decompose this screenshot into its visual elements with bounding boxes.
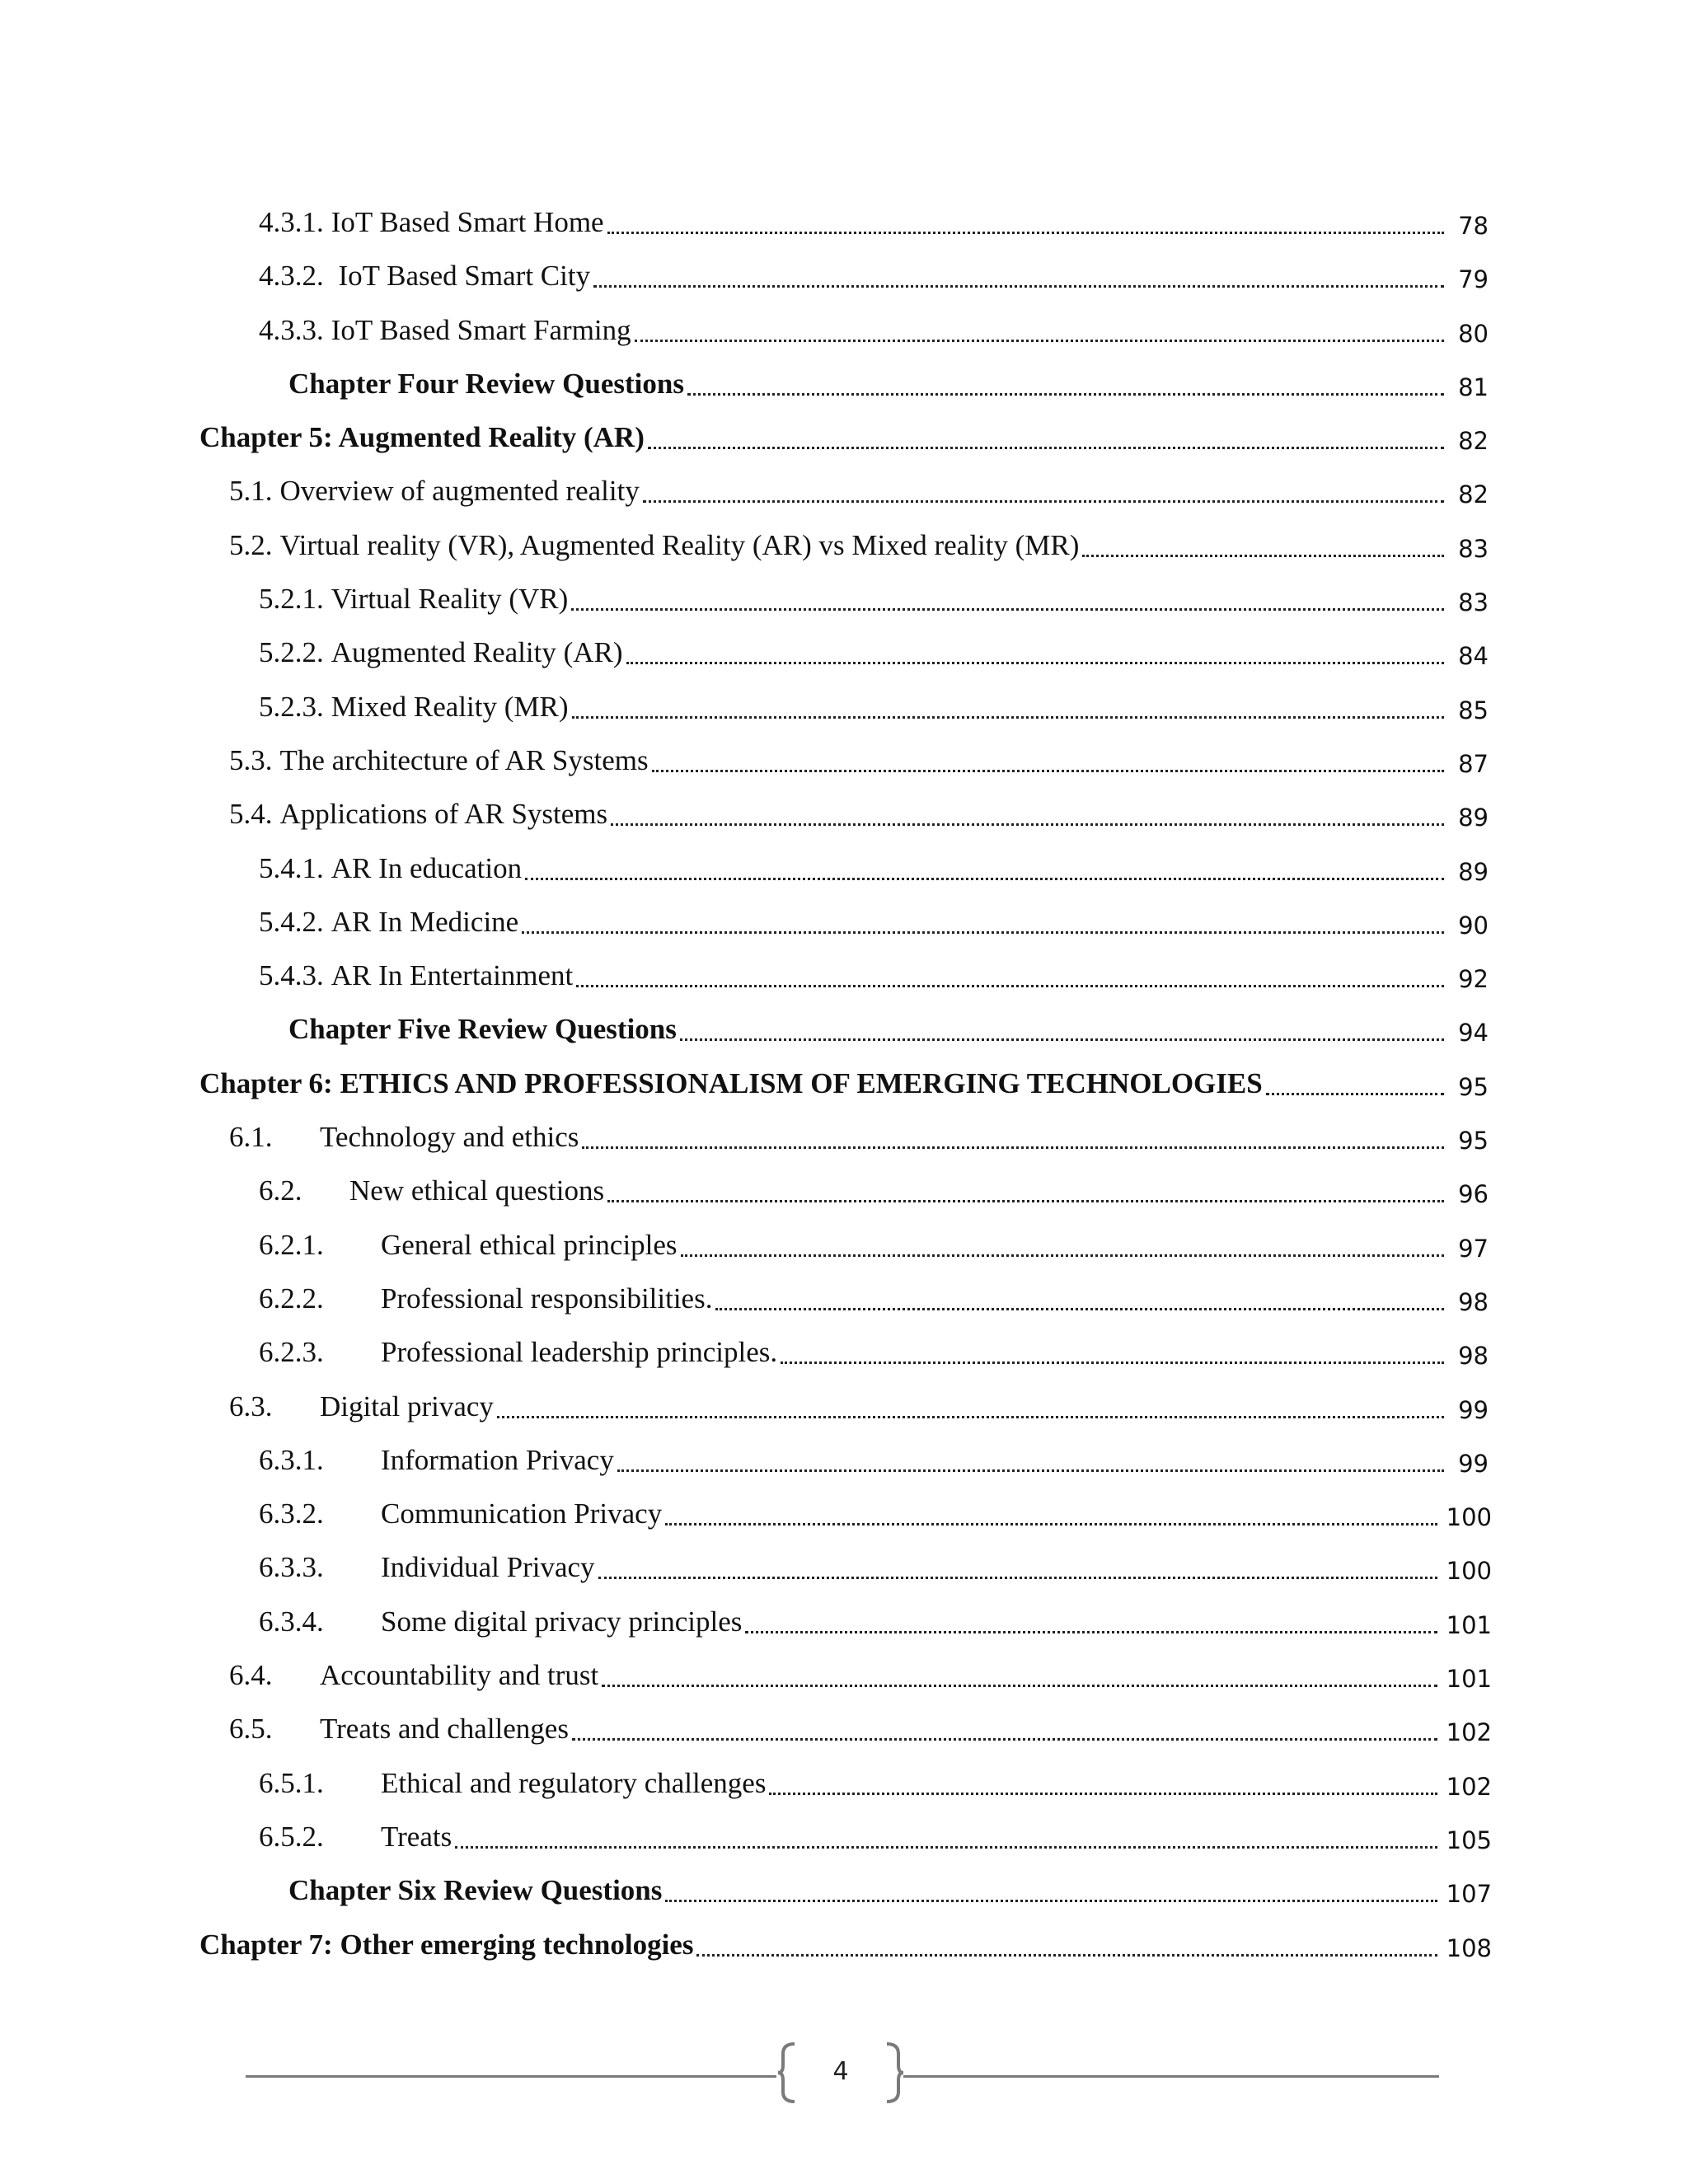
toc-page-number: 82 (1458, 427, 1489, 456)
toc-dot-leader (571, 608, 1444, 611)
toc-dot-leader (455, 1846, 1437, 1849)
toc-dot-leader (745, 1631, 1437, 1633)
toc-row[interactable] (0, 1109, 1688, 1163)
toc-page-number: 107 (1446, 1880, 1492, 1909)
toc-dot-leader (681, 1254, 1444, 1257)
toc-entry (259, 851, 523, 884)
toc-row[interactable] (0, 625, 1688, 678)
toc-dot-leader (643, 500, 1444, 503)
toc-entry (259, 1766, 767, 1799)
footer-rule-right (903, 2075, 1439, 2078)
toc-page-number: 89 (1458, 804, 1489, 832)
toc-entry-number: 6.2.1. (259, 1228, 324, 1261)
toc-dot-leader (522, 931, 1444, 934)
toc-entry-label: Chapter 5: Augmented Reality (AR) (199, 421, 645, 454)
toc-entry-number: 4.3.3. (259, 313, 324, 346)
toc-dot-leader (1082, 555, 1444, 557)
toc-entry (259, 1822, 452, 1851)
toc-page-number: 102 (1446, 1718, 1492, 1747)
toc-dot-leader (572, 1738, 1437, 1741)
toc-entry-number: 6.3. (229, 1390, 273, 1422)
toc-entry-label: Technology and ethics (320, 1121, 579, 1154)
toc-entry-label: Chapter 7: Other emerging technologies (199, 1928, 694, 1961)
toc-entry (259, 208, 604, 237)
toc-entry-label: Mixed Reality (MR) (331, 690, 569, 723)
toc-dot-leader (607, 232, 1444, 234)
toc-entry (259, 961, 573, 990)
toc-entry-number: 5.2.2. (259, 636, 324, 669)
toc-row[interactable] (0, 194, 1688, 248)
toc-dot-leader (582, 1146, 1444, 1149)
toc-page-number: 98 (1458, 1287, 1489, 1316)
toc-entry-number: 5.2.1. (259, 583, 324, 616)
toc-entry (259, 1176, 604, 1205)
toc-row[interactable] (0, 1917, 1688, 1971)
toc-dot-leader (1266, 1093, 1444, 1095)
toc-row[interactable] (0, 1647, 1688, 1701)
toc-entry-label: Treats and challenges (320, 1713, 569, 1746)
right-brace-icon (884, 2042, 905, 2103)
toc-entry-label: Digital privacy (320, 1390, 494, 1422)
toc-entry (288, 1876, 662, 1905)
toc-dot-leader (781, 1361, 1444, 1364)
toc-entry (259, 638, 623, 667)
toc-page-number: 97 (1458, 1234, 1489, 1263)
toc-row[interactable] (0, 1163, 1688, 1216)
toc-row[interactable] (0, 733, 1688, 786)
toc-dot-leader (665, 1523, 1437, 1526)
toc-entry-label: Overview of augmented reality (279, 475, 640, 508)
toc-row[interactable] (0, 894, 1688, 948)
toc-dot-leader (665, 1900, 1437, 1902)
toc-page-number: 87 (1458, 749, 1489, 778)
toc-entry-label: AR In Medicine (331, 905, 519, 938)
toc-dot-leader (680, 1038, 1444, 1041)
toc-entry-number: 6.1. (229, 1121, 273, 1154)
toc-entry (259, 1284, 712, 1313)
toc-entry (199, 1066, 1263, 1099)
toc-entry (259, 1336, 778, 1369)
toc-entry-number: 5.2. (229, 528, 273, 561)
toc-dot-leader (648, 447, 1444, 449)
toc-entry (259, 1230, 678, 1259)
toc-entry-label: Professional responsibilities. (381, 1282, 713, 1315)
toc-page-number: 102 (1446, 1772, 1492, 1801)
toc-page-number: 101 (1446, 1610, 1492, 1639)
toc-page-number: 90 (1458, 911, 1489, 940)
toc-page-number: 94 (1458, 1019, 1489, 1047)
toc-entry-number: 6.3.3. (259, 1551, 324, 1584)
toc-row[interactable] (0, 1056, 1688, 1109)
toc-entry-label: Accountability and trust (320, 1659, 599, 1692)
toc-entry-number: 5.1. (229, 475, 273, 508)
toc-row[interactable] (0, 1540, 1688, 1593)
toc-entry (229, 743, 649, 776)
toc-entry-number: 5.2.3. (259, 690, 324, 723)
toc-page-number: 100 (1446, 1503, 1492, 1532)
toc-page-number: 96 (1458, 1180, 1489, 1209)
toc-row[interactable] (0, 1379, 1688, 1432)
toc-entry (259, 1443, 614, 1476)
toc-entry (259, 260, 591, 293)
toc-row[interactable] (0, 463, 1688, 517)
table-of-contents (0, 194, 1688, 1971)
toc-entry-label: Augmented Reality (AR) (331, 636, 623, 669)
toc-page-number: 78 (1458, 212, 1489, 240)
toc-page-number: 92 (1458, 965, 1489, 994)
toc-entry (259, 907, 518, 936)
toc-entry-label: Chapter 6: ETHICS AND PROFESSIONALISM OF EMERGING TECHNOLOGIES (199, 1066, 1263, 1099)
toc-entry-number: 6.5. (229, 1713, 273, 1746)
toc-dot-leader (611, 823, 1444, 826)
footer-rule-left (246, 2075, 776, 2078)
toc-entry-label: Ethical and regulatory challenges (381, 1766, 767, 1799)
toc-entry-label: Virtual reality (VR), Augmented Reality (AR) vs Mixed reality (MR) (279, 528, 1080, 561)
toc-entry (259, 692, 569, 721)
toc-entry-number: 6.3.4. (259, 1605, 324, 1638)
toc-entry (259, 313, 631, 346)
toc-entry-number: 4.3.2. (259, 260, 324, 293)
toc-entry-label: Applications of AR Systems (279, 798, 608, 831)
toc-dot-leader (593, 285, 1444, 288)
toc-entry (229, 798, 608, 831)
toc-entry (199, 1930, 693, 1959)
toc-entry-label: The architecture of AR Systems (279, 743, 649, 776)
toc-page-number: 80 (1458, 319, 1489, 348)
toc-page-number: 98 (1458, 1342, 1489, 1371)
toc-dot-leader (687, 393, 1444, 396)
toc-entry-number: 6.2.3. (259, 1336, 324, 1369)
toc-page-number: 95 (1458, 1072, 1489, 1101)
toc-row[interactable] (0, 1594, 1688, 1647)
page-footer (0, 2042, 1688, 2108)
toc-row[interactable] (0, 1863, 1688, 1916)
toc-entry-label: IoT Based Smart Home (331, 206, 604, 238)
toc-dot-leader (715, 1308, 1444, 1310)
toc-dot-leader (525, 878, 1444, 880)
toc-page-number: 84 (1458, 642, 1489, 671)
toc-dot-leader (576, 985, 1444, 987)
toc-page-number: 99 (1458, 1449, 1489, 1478)
toc-entry (229, 1392, 494, 1421)
toc-entry-number: 5.3. (229, 743, 273, 776)
toc-entry-number: 6.3.1. (259, 1443, 324, 1476)
toc-row[interactable] (0, 518, 1688, 571)
toc-entry (259, 1607, 742, 1636)
toc-row[interactable] (0, 1755, 1688, 1809)
toc-dot-leader (598, 1577, 1437, 1579)
toc-entry-number: 6.5.1. (259, 1766, 324, 1799)
toc-entry (229, 528, 1080, 561)
toc-entry-number: 5.4.1. (259, 851, 324, 884)
toc-row[interactable] (0, 248, 1688, 302)
toc-entry-number: 5.4.3. (259, 959, 324, 992)
toc-row[interactable] (0, 841, 1688, 894)
toc-entry-number: 6.2.2. (259, 1282, 324, 1315)
toc-row[interactable] (0, 1486, 1688, 1540)
toc-entry-label: Chapter Five Review Questions (288, 1013, 677, 1046)
toc-entry (259, 583, 569, 616)
toc-page-number: 101 (1446, 1665, 1492, 1694)
toc-page-number: 108 (1446, 1933, 1492, 1962)
toc-entry-label: Communication Privacy (381, 1497, 663, 1530)
toc-entry (259, 1553, 595, 1582)
toc-row[interactable] (0, 1432, 1688, 1486)
toc-entry-number: 6.4. (229, 1659, 273, 1692)
toc-entry-label: New ethical questions (349, 1174, 605, 1207)
toc-dot-leader (769, 1793, 1437, 1795)
toc-entry-label: Chapter Four Review Questions (288, 367, 684, 400)
toc-entry (229, 1713, 569, 1746)
toc-entry-label: Information Privacy (381, 1443, 614, 1476)
toc-page-number: 83 (1458, 588, 1489, 617)
toc-row[interactable] (0, 1809, 1688, 1863)
toc-row[interactable] (0, 410, 1688, 463)
toc-row[interactable] (0, 356, 1688, 410)
toc-entry-label: Some digital privacy principles (381, 1605, 743, 1638)
toc-dot-leader (635, 340, 1444, 342)
left-brace-icon (776, 2042, 798, 2103)
toc-row[interactable] (0, 1217, 1688, 1271)
toc-dot-leader (602, 1685, 1437, 1687)
toc-page-number: 82 (1458, 480, 1489, 509)
toc-entry-number: 4.3.1. (259, 206, 324, 238)
toc-page-number: 85 (1458, 696, 1489, 724)
toc-dot-leader (696, 1954, 1437, 1957)
toc-entry-number: 6.5.2. (259, 1820, 324, 1853)
toc-dot-leader (607, 1200, 1444, 1202)
toc-entry (229, 1661, 598, 1690)
toc-entry-label: Virtual Reality (VR) (331, 583, 569, 616)
toc-page-number: 99 (1458, 1395, 1489, 1424)
toc-dot-leader (572, 716, 1445, 719)
toc-entry-label: IoT Based Smart City (331, 260, 591, 293)
toc-dot-leader (626, 662, 1444, 664)
toc-page-number: 79 (1458, 265, 1489, 294)
toc-entry-label: Individual Privacy (381, 1551, 595, 1584)
toc-entry-label: Chapter Six Review Questions (288, 1874, 663, 1907)
toc-entry (259, 1499, 662, 1528)
toc-entry (229, 1121, 579, 1154)
toc-row[interactable] (0, 1271, 1688, 1324)
toc-row[interactable] (0, 1324, 1688, 1378)
toc-entry-label: General ethical principles (381, 1228, 678, 1261)
toc-row[interactable] (0, 1001, 1688, 1055)
toc-dot-leader (617, 1469, 1444, 1472)
toc-row[interactable] (0, 1701, 1688, 1755)
toc-entry-label: AR In Entertainment (331, 959, 574, 992)
toc-entry-label: AR In education (331, 851, 523, 884)
toc-entry-label: IoT Based Smart Farming (331, 313, 631, 346)
toc-entry (288, 1013, 677, 1046)
toc-dot-leader (497, 1416, 1444, 1418)
toc-dot-leader (652, 770, 1444, 772)
toc-page-number: 105 (1446, 1825, 1492, 1854)
toc-entry-label: Professional leadership principles. (381, 1336, 778, 1369)
toc-row[interactable] (0, 302, 1688, 356)
toc-entry (229, 475, 640, 508)
toc-entry-number: 5.4. (229, 798, 273, 831)
toc-entry-number: 6.2. (259, 1174, 302, 1207)
toc-row[interactable] (0, 571, 1688, 625)
toc-row[interactable] (0, 948, 1688, 1001)
toc-row[interactable] (0, 679, 1688, 733)
toc-page-number: 83 (1458, 534, 1489, 563)
toc-entry-number: 6.3.2. (259, 1497, 324, 1530)
page-number: 4 (832, 2057, 849, 2086)
toc-page-number: 89 (1458, 857, 1489, 886)
toc-entry (288, 369, 684, 398)
toc-entry (199, 423, 645, 452)
toc-page-number: 81 (1458, 373, 1489, 401)
toc-row[interactable] (0, 786, 1688, 840)
toc-page-number: 100 (1446, 1557, 1492, 1586)
toc-entry-label: Treats (381, 1820, 452, 1853)
toc-entry-number: 5.4.2. (259, 905, 324, 938)
toc-page-number: 95 (1458, 1127, 1489, 1155)
